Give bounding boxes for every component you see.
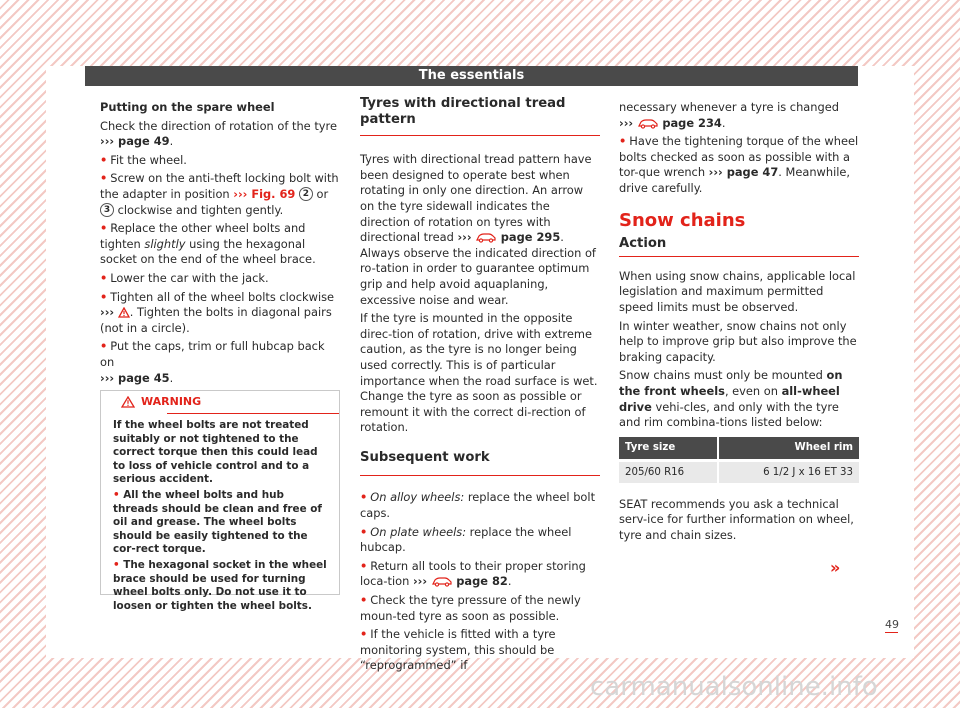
page-number: 49 (885, 618, 899, 631)
table-cell: 205/60 R16 (619, 461, 718, 483)
page-link[interactable]: ››› page 47 (708, 165, 779, 180)
section-heading-subsequent-work: Subsequent work (360, 450, 600, 477)
watermark: carmanualsonline.info (590, 672, 878, 702)
bullet-icon: • (360, 593, 368, 608)
warning-link[interactable]: ››› (100, 305, 115, 320)
warning-box (100, 390, 340, 612)
warning-header (113, 391, 339, 413)
page-link[interactable]: page 82 (456, 574, 508, 589)
bullet-icon: • (100, 152, 108, 167)
bullet-icon: • (619, 134, 627, 149)
intro-paragraph: Check the direction of rotation of the tyre ››› page 49. (100, 118, 337, 149)
page-link[interactable]: ››› (619, 115, 634, 130)
tyre-rim-table (619, 437, 859, 483)
page-link[interactable]: ››› (457, 230, 472, 245)
list-item: • On alloy wheels: replace the wheel bolt caps. (360, 490, 596, 521)
chapter-heading-snow-chains: Snow chains (619, 209, 746, 231)
warning-list-item: • The hexagonal socket in the wheel brace should be used for turning wheel bolts only. Do not use it to loosen or tighten the wheel bolts. (113, 558, 327, 612)
car-icon (431, 576, 453, 587)
column-2 (360, 96, 600, 677)
paragraph: Snow chains must only be mounted on the front wheels, even on all-wheel drive vehi-cles, and only with the tyre and rim combina-tions listed below: (619, 368, 843, 430)
car-icon (475, 232, 497, 243)
warning-text: If the wheel bolts are not treated suitably or not tightened to the correct torque then this could lead to loss of vehicle control and to a serious accident. (113, 419, 318, 486)
paragraph: necessary whenever a tyre is changed ››› page 234. (619, 100, 839, 130)
bullet-icon: • (360, 627, 368, 642)
table-row (619, 461, 859, 483)
page-header: The essentials (85, 66, 858, 86)
callout-number: 2 (299, 187, 313, 201)
list-item: • Have the tightening torque of the wheel bolts checked as soon as possible with a tor-que wrench ››› page 47. Meanwhile, drive carefully. (619, 134, 859, 195)
bullet-icon: • (100, 221, 108, 236)
warning-divider (167, 413, 339, 414)
figure-link[interactable]: ››› Fig. 69 (233, 186, 296, 201)
page-link[interactable]: ››› page 45 (100, 370, 170, 385)
paragraph: If the tyre is mounted in the opposite direc-tion of rotation, drive with extreme caution, as the tyre is no longer being used correctly. This is of particular importance when the road surface is wet. Change the tyre as soon as possible or remount it with the correct di-rection of rotation. (360, 311, 598, 435)
section-heading-directional-tread: Tyres with directional tread pattern (360, 96, 600, 136)
car-icon (637, 118, 659, 129)
callout-number: 3 (100, 203, 114, 217)
page-link[interactable]: ››› (412, 574, 428, 589)
continue-chevron-icon: » (830, 558, 841, 577)
page-link[interactable]: ››› page 49 (100, 134, 170, 149)
list-item: • Check the tyre pressure of the newly moun-ted tyre as soon as possible. (360, 593, 581, 623)
paragraph: In winter weather, snow chains not only help to improve grip but also improve the braking capacity. (619, 318, 857, 364)
paragraph: SEAT recommends you ask a technical serv-ice for further information on wheel, tyre and chain sizes. (619, 496, 854, 542)
warning-list-item: • All the wheel bolts and hub threads should be clean and free of oil and grease. The wheel bolts should be easily tightened to the cor-rect torque. (113, 488, 322, 556)
bullet-icon: • (100, 270, 108, 285)
bullet-icon: • (360, 524, 368, 539)
list-item: • Fit the wheel. (100, 152, 187, 167)
bullet-icon: • (113, 558, 124, 571)
page-number-underline (885, 632, 898, 633)
section-heading-action: Action (619, 236, 859, 257)
page-link[interactable]: page 234 (662, 115, 722, 130)
paragraph: Tyres with directional tread pattern have been designed to operate best when rotating in only one direction. An arrow on the tyre sidewall indicates the direction of rotation on tyres with directional tread ››› page 295. Always observe the indicated direction of ro-tation in order to guarantee optimum grip and help avoid aquaplaning, excessive noise and wear. (360, 152, 596, 307)
bullet-icon: • (100, 289, 108, 304)
column-3 (619, 100, 859, 546)
table-header: Tyre size (619, 437, 718, 461)
table-header-row (619, 437, 859, 461)
list-item: • On plate wheels: replace the wheel hubcap. (360, 524, 572, 555)
list-item: • If the vehicle is fitted with a tyre monitoring system, this should be “reprogrammed” if (360, 627, 556, 673)
list-item: • Lower the car with the jack. (100, 270, 269, 285)
warning-body (113, 413, 339, 613)
bullet-icon: • (113, 488, 124, 501)
list-item: • Screw on the anti-theft locking bolt with the adapter in position ››› Fig. 69 2 or 3 clockwise and tighten gently. (100, 171, 339, 217)
bullet-icon: • (360, 490, 368, 505)
column-1 (100, 100, 340, 389)
list-item: • Return all tools to their proper storing loca-tion ››› page 82. (360, 558, 586, 589)
subheading-spare-wheel: Putting on the spare wheel (100, 100, 275, 114)
warning-title: WARNING (141, 395, 202, 408)
list-item: • Replace the other wheel bolts and tighten slightly using the hexagonal socket on the end of the wheel brace. (100, 221, 316, 267)
bullet-icon: • (360, 558, 368, 573)
warning-triangle-icon (121, 396, 135, 408)
paragraph: When using snow chains, applicable local legislation and maximum permitted speed limits must be observed. (619, 268, 856, 314)
table-header: Wheel rim (718, 437, 859, 461)
table-cell: 6 1/2 J x 16 ET 33 (718, 461, 859, 483)
list-item: • Tighten all of the wheel bolts clockwise ››› . Tighten the bolts in diagonal pairs (not in a circle). (100, 289, 335, 335)
page-link[interactable]: page 295 (500, 230, 561, 245)
warning-triangle-icon (118, 307, 130, 318)
list-item: • Put the caps, trim or full hubcap back on ››› page 45. (100, 339, 325, 385)
bullet-icon: • (100, 171, 108, 186)
bullet-icon: • (100, 339, 108, 354)
